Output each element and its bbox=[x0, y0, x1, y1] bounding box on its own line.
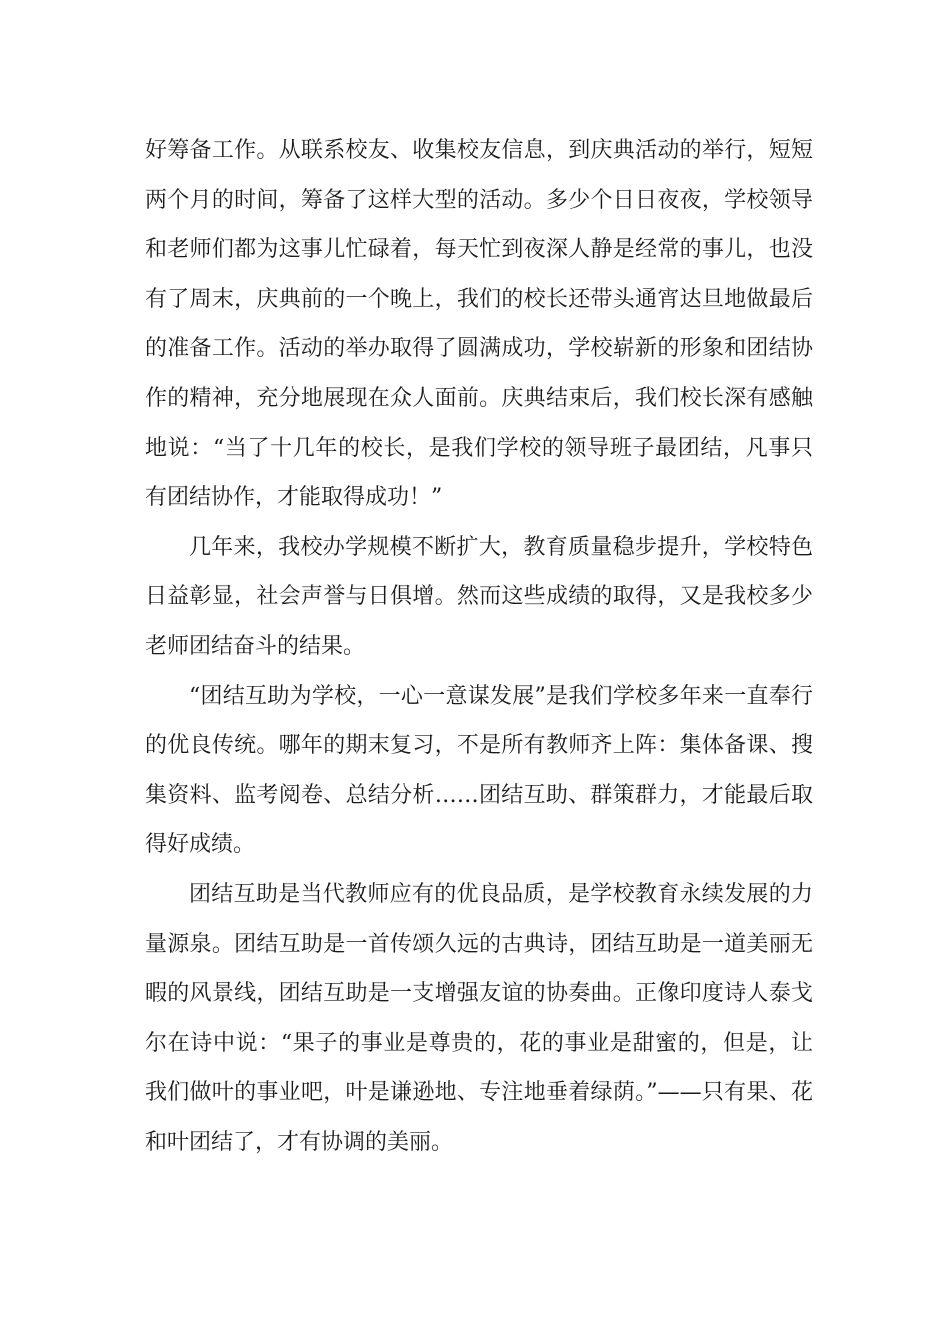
paragraph-4: 团结互助是当代教师应有的优良品质，是学校教育永续发展的力量源泉。团结互助是一首传颂久远的古典诗，团结互助是一道美丽无暇的风景线，团结互助是一支增强友谊的协奏曲。正像印度诗人泰戈尔在诗中说：“果子的事业是尊贵的，花的事业是甜蜜的，但是，让我们做叶的事业吧，叶是谦逊地、专注地垂着绿荫。”——只有果、花和叶团结了，才有协调的美丽。 bbox=[145, 881, 813, 1155]
document-body bbox=[145, 126, 813, 1167]
paragraph-2: 几年来，我校办学规模不断扩大，教育质量稳步提升，学校特色日益彰显，社会声誉与日俱增。然而这些成绩的取得，又是我校多少老师团结奋斗的结果。 bbox=[145, 534, 813, 659]
paragraph-1: 好筹备工作。从联系校友、收集校友信息，到庆典活动的举行，短短两个月的时间，筹备了这样大型的活动。多少个日日夜夜，学校领导和老师们都为这事儿忙碌着，每天忙到夜深人静是经常的事儿，也没有了周末，庆典前的一个晚上，我们的校长还带头通宵达旦地做最后的准备工作。活动的举办取得了圆满成功，学校崭新的形象和团结协作的精神，充分地展现在众人面前。庆典结束后，我们校长深有感触地说：“当了十几年的校长，是我们学校的领导班子最团结，凡事只有团结协作，才能取得成功！” bbox=[145, 138, 813, 511]
paragraph-3: “团结互助为学校，一心一意谋发展”是我们学校多年来一直奉行的优良传统。哪年的期末复习，不是所有教师齐上阵：集体备课、搜集资料、监考阅卷、总结分析……团结互助、群策群力，才能最后取得好成绩。 bbox=[145, 683, 813, 858]
